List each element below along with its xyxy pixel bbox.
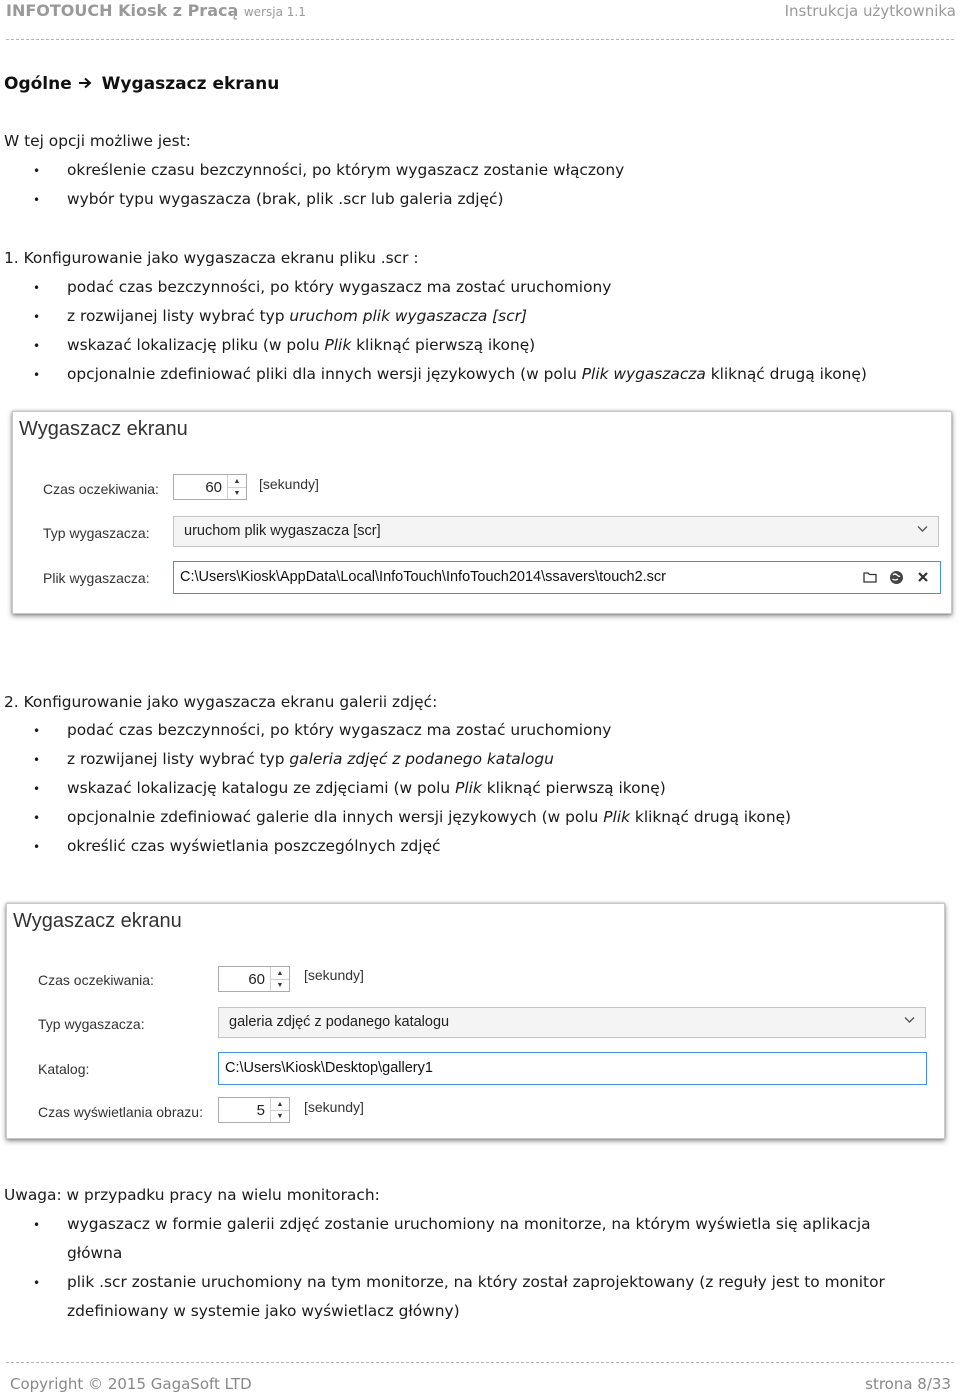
section-heading bbox=[4, 74, 279, 94]
wait-time-value: 60 bbox=[205, 479, 222, 496]
file-path-value: C:\Users\Kiosk\AppData\Local\InfoTouch\InfoTouch2014\ssavers\touch2.scr bbox=[180, 569, 667, 585]
type-label: Typ wygaszacza: bbox=[43, 525, 150, 541]
scr-bullet-4: opcjonalnie zdefiniować pliki dla innych wersji językowych (w polu Plik wygaszacza kliknąć drugą ikonę) bbox=[67, 365, 867, 383]
spinner-up-icon[interactable]: ▲ bbox=[271, 967, 289, 980]
wait-time-value: 60 bbox=[248, 971, 265, 988]
screensaver-dialog-gallery bbox=[6, 903, 945, 1139]
bullet-icon: • bbox=[33, 310, 41, 324]
intro-bullet-2: wybór typu wygaszacza (brak, plik .scr lub galeria zdjęć) bbox=[67, 190, 504, 208]
chevron-down-icon bbox=[904, 1015, 915, 1027]
bullet-icon: • bbox=[33, 193, 41, 207]
bullet-icon: • bbox=[33, 1276, 41, 1290]
display-time-label: Czas wyświetlania obrazu: bbox=[38, 1104, 203, 1120]
scr-section-title: 1. Konfigurowanie jako wygaszacza ekranu pliku .scr : bbox=[4, 249, 419, 267]
spinner-down-icon[interactable]: ▼ bbox=[276, 1112, 284, 1120]
spinner-down-icon[interactable]: ▼ bbox=[276, 981, 284, 989]
bullet-icon: • bbox=[33, 811, 41, 825]
bullet-icon: • bbox=[33, 281, 41, 295]
display-time-spinner[interactable] bbox=[218, 1097, 290, 1123]
bullet-icon: • bbox=[33, 753, 41, 767]
gallery-bullet-2: z rozwijanej listy wybrać typ galeria zdjęć z podanego katalogu bbox=[67, 750, 554, 768]
intro-text: W tej opcji możliwe jest: bbox=[4, 132, 191, 150]
file-label: Plik wygaszacza: bbox=[43, 570, 150, 586]
dialog-title: Wygaszacz ekranu bbox=[13, 910, 182, 932]
directory-label: Katalog: bbox=[38, 1061, 90, 1077]
app-title: INFOTOUCH Kiosk z Pracą bbox=[6, 1, 239, 20]
type-label: Typ wygaszacza: bbox=[38, 1016, 145, 1032]
note-bullet-1-line2: główna bbox=[67, 1244, 123, 1262]
intro-bullet-1: określenie czasu bezczynności, po którym wygaszacz zostanie włączony bbox=[67, 161, 625, 179]
gallery-directory-field[interactable] bbox=[218, 1052, 927, 1085]
heading-part1: Ogólne bbox=[4, 74, 72, 94]
note-bullet-1-line1: wygaszacz w formie galerii zdjęć zostanie uruchomiony na monitorze, na którym wyświetla się aplikacja bbox=[67, 1215, 871, 1233]
screensaver-type-select[interactable] bbox=[173, 516, 939, 547]
gallery-bullet-1: podać czas bezczynności, po który wygaszacz ma zostać uruchomiony bbox=[67, 721, 612, 739]
copyright-text: Copyright © 2015 GagaSoft LTD bbox=[10, 1375, 252, 1393]
directory-path-value: C:\Users\Kiosk\Desktop\gallery1 bbox=[225, 1060, 433, 1076]
wait-time-unit: [sekundy] bbox=[259, 476, 319, 492]
type-selected-value: uruchom plik wygaszacza [scr] bbox=[184, 523, 381, 539]
display-time-unit: [sekundy] bbox=[304, 1099, 364, 1115]
footer-divider bbox=[6, 1362, 954, 1363]
note-bullet-2-line1: plik .scr zostanie uruchomiony na tym monitorze, na który został zaprojektowany (z reguły jest to monitor bbox=[67, 1273, 885, 1291]
bullet-icon: • bbox=[33, 724, 41, 738]
folder-icon[interactable] bbox=[862, 569, 878, 585]
spinner-up-icon[interactable]: ▲ bbox=[271, 1098, 289, 1111]
doc-type-label: Instrukcja użytkownika bbox=[784, 2, 956, 20]
gallery-bullet-5: określić czas wyświetlania poszczególnych zdjęć bbox=[67, 837, 441, 855]
wait-time-spinner[interactable] bbox=[173, 474, 247, 500]
scr-bullet-1: podać czas bezczynności, po który wygaszacz ma zostać uruchomiony bbox=[67, 278, 612, 296]
spinner-down-icon[interactable]: ▼ bbox=[233, 489, 241, 497]
wait-time-spinner[interactable] bbox=[218, 966, 290, 992]
chevron-down-icon bbox=[917, 524, 928, 536]
document-header-title bbox=[6, 1, 306, 20]
dialog-title: Wygaszacz ekranu bbox=[19, 418, 188, 440]
bullet-icon: • bbox=[33, 1218, 41, 1232]
close-icon[interactable] bbox=[915, 569, 931, 585]
version-label: wersja 1.1 bbox=[243, 5, 306, 19]
bullet-icon: • bbox=[33, 840, 41, 854]
display-time-value: 5 bbox=[256, 1102, 265, 1119]
note-title: Uwaga: w przypadku pracy na wielu monitorach: bbox=[4, 1186, 380, 1204]
bullet-icon: • bbox=[33, 164, 41, 178]
bullet-icon: • bbox=[33, 339, 41, 353]
gallery-section-title: 2. Konfigurowanie jako wygaszacza ekranu galerii zdjęć: bbox=[4, 693, 438, 711]
note-bullet-2-line2: zdefiniowany w systemie jako wyświetlacz główny) bbox=[67, 1302, 460, 1320]
header-divider bbox=[6, 39, 954, 40]
wait-time-unit: [sekundy] bbox=[304, 967, 364, 983]
heading-part2: Wygaszacz ekranu bbox=[101, 74, 280, 94]
arrow-right-icon bbox=[78, 74, 96, 94]
wait-time-label: Czas oczekiwania: bbox=[38, 972, 154, 988]
screensaver-type-select[interactable] bbox=[218, 1007, 926, 1038]
screensaver-file-field[interactable] bbox=[173, 561, 941, 594]
scr-bullet-2: z rozwijanej listy wybrać typ uruchom plik wygaszacza [scr] bbox=[67, 307, 527, 325]
gallery-bullet-3: wskazać lokalizację katalogu ze zdjęciami (w polu Plik kliknąć pierwszą ikonę) bbox=[67, 779, 666, 797]
bullet-icon: • bbox=[33, 368, 41, 382]
globe-icon[interactable] bbox=[888, 569, 904, 585]
gallery-bullet-4: opcjonalnie zdefiniować galerie dla innych wersji językowych (w polu Plik kliknąć drugą ikonę) bbox=[67, 808, 792, 826]
screensaver-dialog-scr bbox=[12, 411, 952, 614]
wait-time-label: Czas oczekiwania: bbox=[43, 481, 159, 497]
spinner-up-icon[interactable]: ▲ bbox=[228, 475, 246, 488]
bullet-icon: • bbox=[33, 782, 41, 796]
type-selected-value: galeria zdjęć z podanego katalogu bbox=[229, 1014, 450, 1030]
page-number: strona 8/33 bbox=[865, 1375, 951, 1393]
scr-bullet-3: wskazać lokalizację pliku (w polu Plik kliknąć pierwszą ikonę) bbox=[67, 336, 536, 354]
